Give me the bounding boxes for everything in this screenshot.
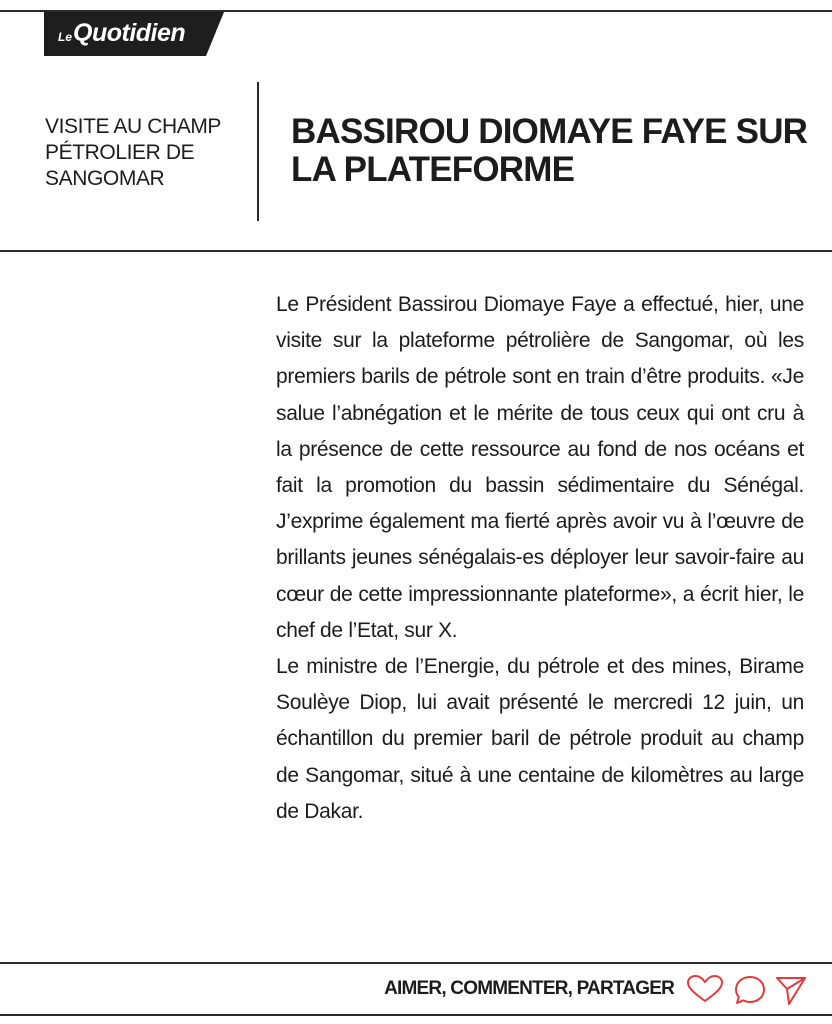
article-paragraph: Le ministre de l’Energie, du pétrole et des mines, Birame Soulèye Diop, lui avait présenté le mercredi 12 juin, un échantillon du premier baril de pétrole produit au champ de Sangomar, situé à une centaine de kilomètres au large de Dakar.: [276, 655, 804, 823]
section-kicker: VISITE AU CHAMP PÉTROLIER DE SANGOMAR: [45, 115, 221, 190]
logo-wordmark: [58, 17, 185, 53]
comment-icon[interactable]: [733, 974, 767, 1006]
article-headline: BASSIROU DIOMAYE FAYE SUR LA PLATEFORME: [291, 112, 808, 189]
logo-name: Quotidien: [73, 19, 186, 47]
footer-top-rule: [0, 962, 832, 964]
share-icon[interactable]: [774, 974, 808, 1006]
article-paragraph: Le Président Bassirou Diomaye Faye a effectué, hier, une visite sur la plateforme pétrolière de Sangomar, où les premiers barils de pétrole sont en train d’être produits. «Je salue l’abnégation et le mérite de tous ceux qui ont cru à la présence de cette ressource au fond de nos océans et fait la promotion du bassin sédimentaire du Sénégal. J’exprime également ma fierté après avoir vu à l’œuvre de brillants jeunes sénégalais-es déployer leur savoir-faire au cœur de cette impressionnante plateforme», a écrit hier, le chef de l’Etat, sur X.: [276, 293, 804, 642]
social-footer: [0, 966, 832, 1012]
header-divider: [257, 82, 259, 221]
social-cta-label: AIMER, COMMENTER, PARTAGER: [384, 978, 674, 999]
logo-prefix: Le: [58, 30, 73, 44]
heart-icon[interactable]: [686, 974, 724, 1004]
footer-bottom-rule: [0, 1014, 832, 1016]
brand-logo: [44, 12, 224, 56]
article-body: [276, 287, 804, 830]
header-rule: [0, 250, 832, 252]
